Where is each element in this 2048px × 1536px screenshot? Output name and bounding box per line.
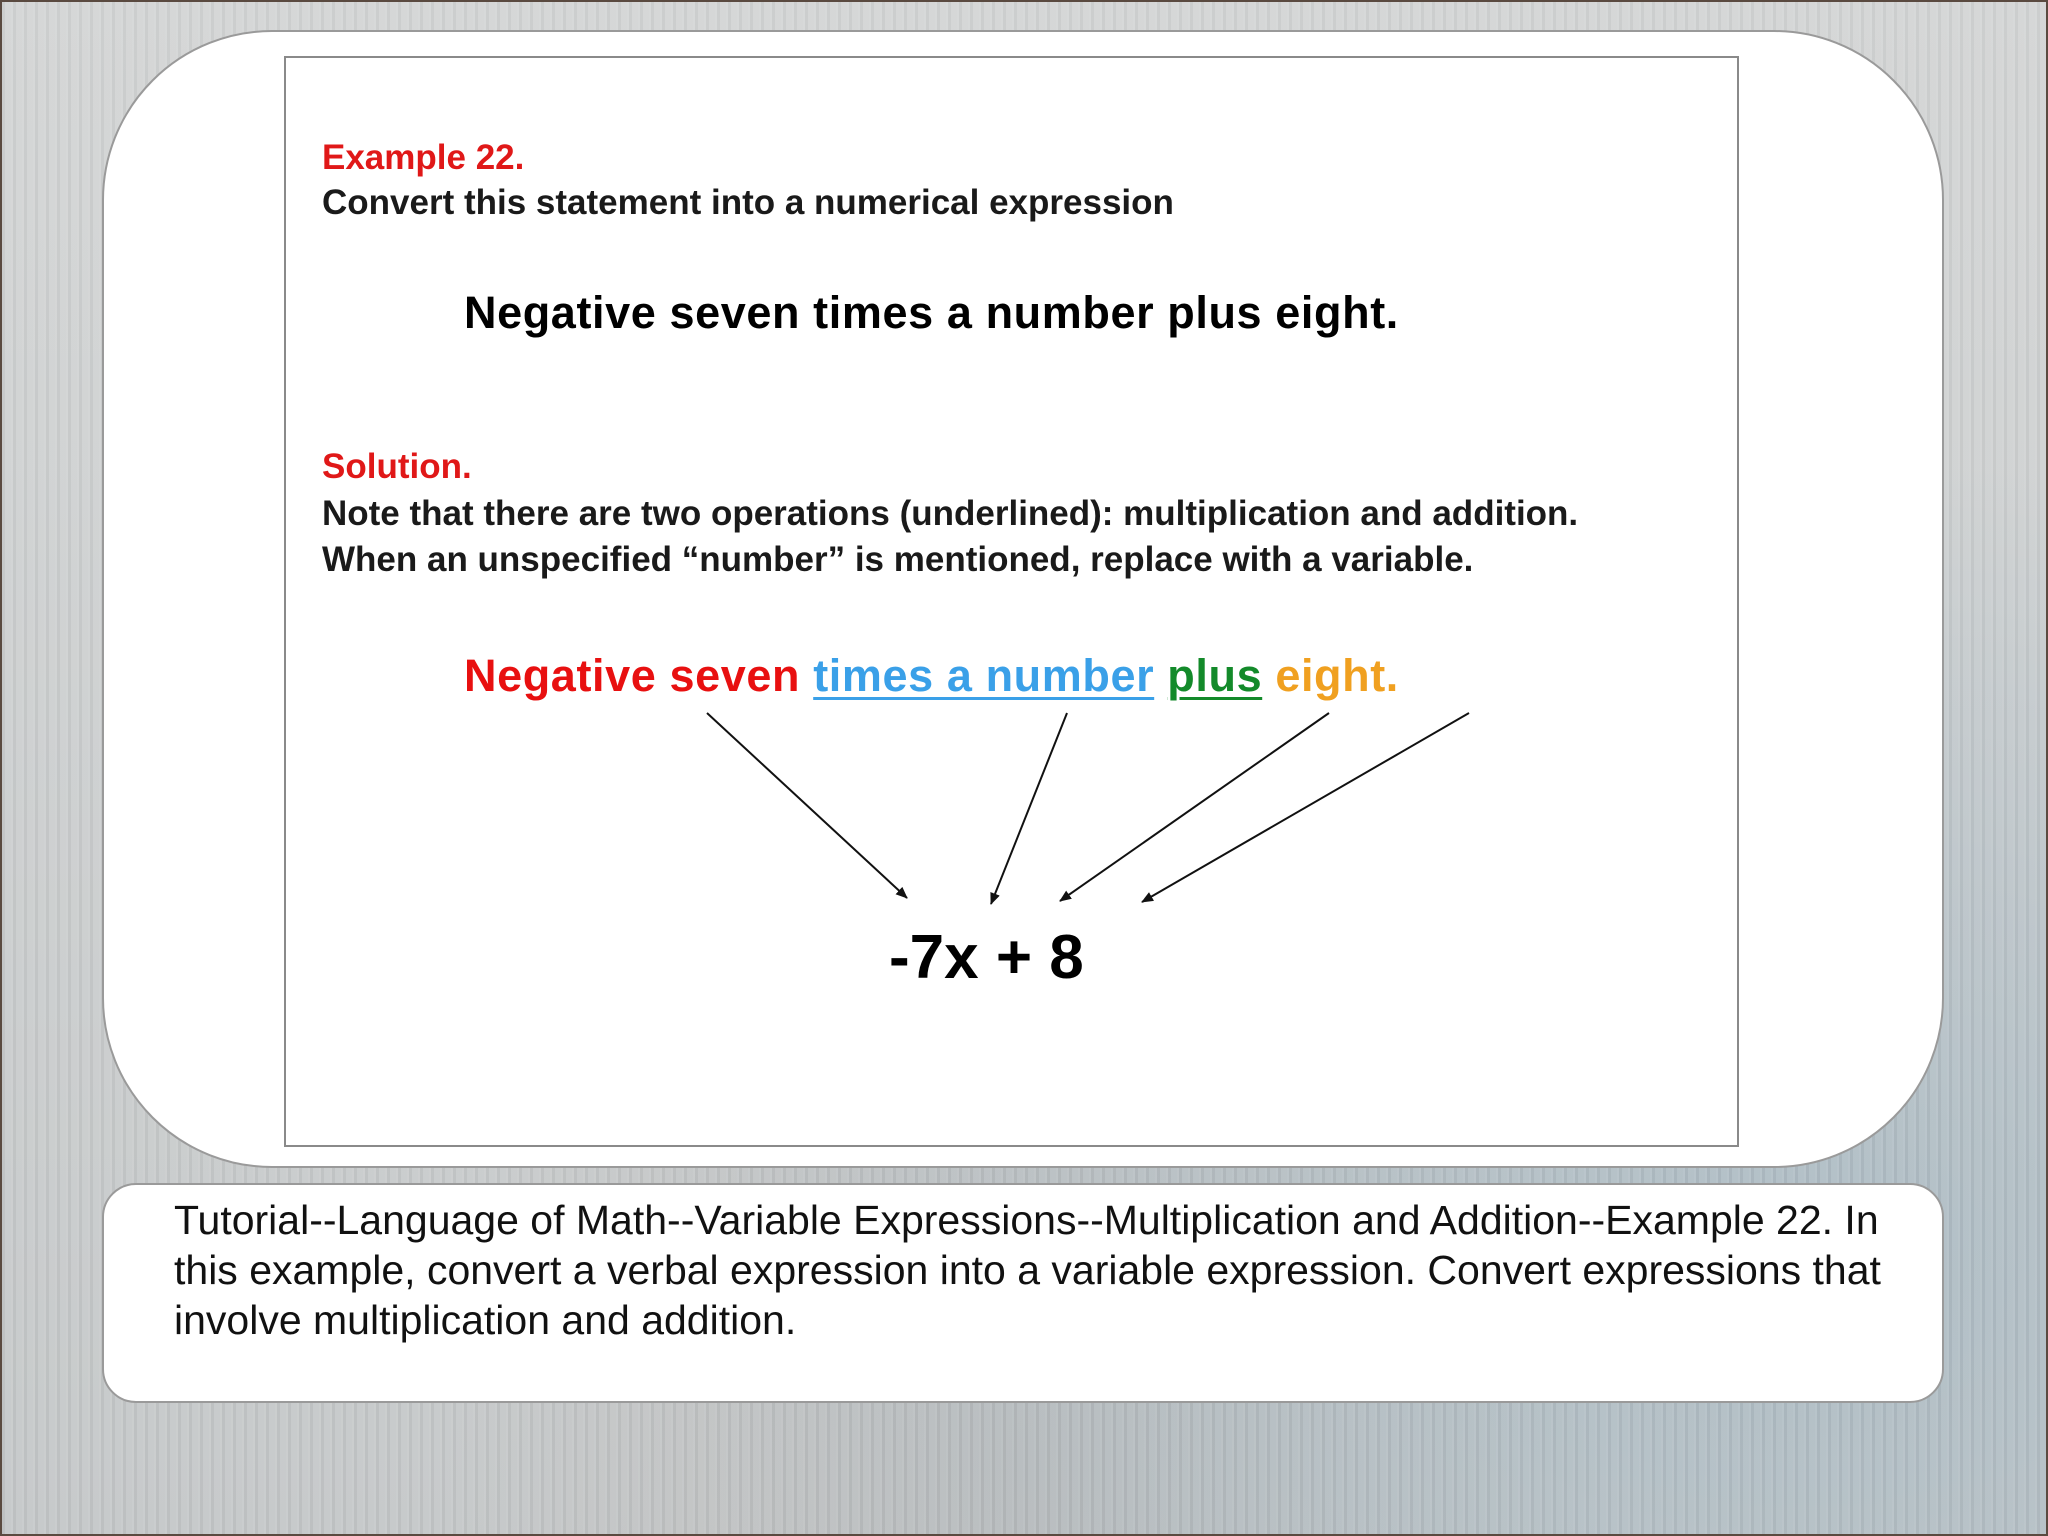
verbal-statement: Negative seven times a number plus eight. [464,287,1399,338]
result-expression: -7x + 8 [889,923,1084,992]
slide [284,56,1739,1147]
instruction-text: Convert this statement into a numerical expression [322,183,1174,222]
caption-box [102,1183,1944,1403]
solution-note: Note that there are two operations (underlined): multiplication and addition. When an unspecified “number” is mentioned, replace with a variable. [322,494,1579,579]
phrase-times-a-number: times a number [813,650,1155,701]
caption-text: Tutorial--Language of Math--Variable Expressions--Multiplication and Addition--Example 22. In this example, convert a verbal expression into a variable expression. Convert expressions that involve multiplication and addition. [174,1197,1881,1343]
phrase-eight: eight. [1275,650,1399,701]
arrow-eight [1142,713,1469,902]
phrase-negative-seven: Negative seven [464,650,801,701]
solution-label: Solution. [322,447,472,486]
example-label: Example 22. [322,138,525,177]
arrow-negative-seven [707,713,907,898]
arrow-times-a-number [991,713,1067,904]
phrase-plus: plus [1167,650,1263,701]
